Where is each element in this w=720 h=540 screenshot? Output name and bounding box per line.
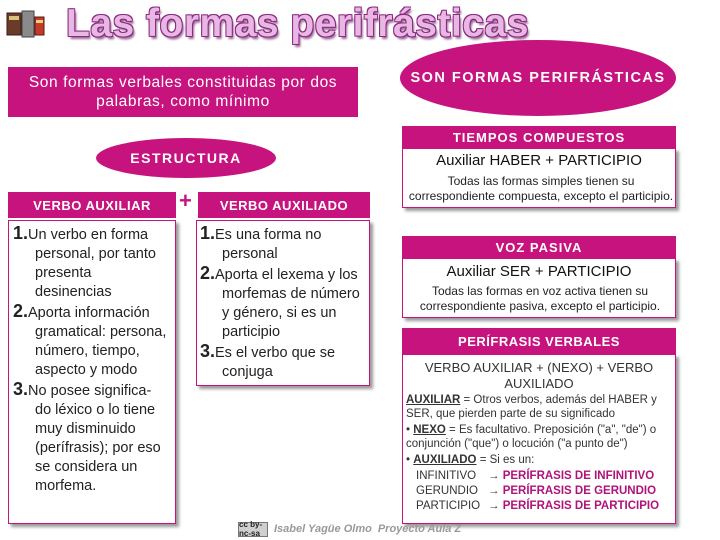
list-item: 3.Es el verbo que se conjuga <box>200 341 336 380</box>
estructura-ellipse: ESTRUCTURA <box>96 138 276 178</box>
tiempos-compuestos-heading: TIEMPOS COMPUESTOS <box>402 126 676 148</box>
voz-pasiva-heading: VOZ PASIVA <box>402 236 676 258</box>
perifrasis-details <box>406 393 676 514</box>
auxiliado-definition: • AUXILIADO = Si es un: <box>406 454 535 466</box>
plus-sign: + <box>179 188 192 213</box>
verbo-auxiliado-label: VERBO AUXILIADO <box>198 192 370 218</box>
creative-commons-badge: cc by-nc-sa <box>238 522 268 537</box>
perifrasis-table <box>406 469 676 514</box>
arrow-right-icon: → <box>488 500 503 512</box>
list-item: 2.Aporta el lexema y los morfemas de número y género, si es un participio <box>200 263 360 340</box>
definition-box: Son formas verbales constituidas por dos palabras, como mínimo <box>8 67 358 117</box>
voz-pasiva-formula: Auxiliar SER + PARTICIPIO <box>446 263 632 280</box>
verbo-auxiliar-list <box>9 221 175 496</box>
logo-icon <box>6 7 46 41</box>
footer <box>238 521 461 537</box>
page-title: Las formas perifrásticas <box>66 2 529 45</box>
auxiliar-definition: AUXILIAR = Otros verbos, además del HABER y SER, que pierden parte de su significado <box>406 394 657 420</box>
verbo-auxiliado-box <box>196 220 370 386</box>
table-row: GERUNDIO → PERÍFRASIS DE GERUNDIO <box>416 485 657 497</box>
perifrasis-heading: PERÍFRASIS VERBALES <box>402 328 676 354</box>
tiempos-compuestos-description: Todas las formas simples tienen su correspondiente compuesta, excepto el participio. <box>408 174 674 203</box>
list-item: 1.Un verbo en forma personal, por tanto presenta desinencias <box>13 223 156 300</box>
perifrasis-formula: VERBO AUXILIAR + (NEXO) + VERBO AUXILIADO <box>424 360 654 391</box>
list-item: 2.Aporta información gramatical: persona, número, tiempo, aspecto y modo <box>13 301 167 378</box>
list-item: 1.Es una forma no personal <box>200 223 322 262</box>
footer-author: Isabel Yagüe Olmo <box>274 523 372 535</box>
table-row: INFINITIVO → PERÍFRASIS DE INFINITIVO <box>416 470 655 482</box>
verbo-auxiliado-list <box>197 221 369 382</box>
tiempos-compuestos-formula: Auxiliar HABER + PARTICIPIO <box>436 152 642 169</box>
verbo-auxiliar-label: VERBO AUXILIAR <box>8 192 176 218</box>
arrow-right-icon: → <box>488 470 503 482</box>
footer-project: Proyecto Aula Z <box>377 523 462 535</box>
verbo-auxiliar-box <box>8 220 176 524</box>
list-item: 3.No posee significa- do léxico o lo tiene muy disminuido (perífrasis); por eso se considera un morfema. <box>13 379 161 494</box>
nexo-definition: • NEXO = Es facultativo. Preposición ("a", "de") o conjunción ("que") o locución ("a punto de") <box>406 424 657 450</box>
heading-ellipse: SON FORMAS PERIFRÁSTICAS <box>400 40 676 116</box>
arrow-right-icon: → <box>488 485 503 497</box>
table-row: PARTICIPIO → PERÍFRASIS DE PARTICIPIO <box>416 500 660 512</box>
voz-pasiva-description: Todas las formas en voz activa tienen su correspondiente pasiva, excepto el participio. <box>419 284 661 313</box>
